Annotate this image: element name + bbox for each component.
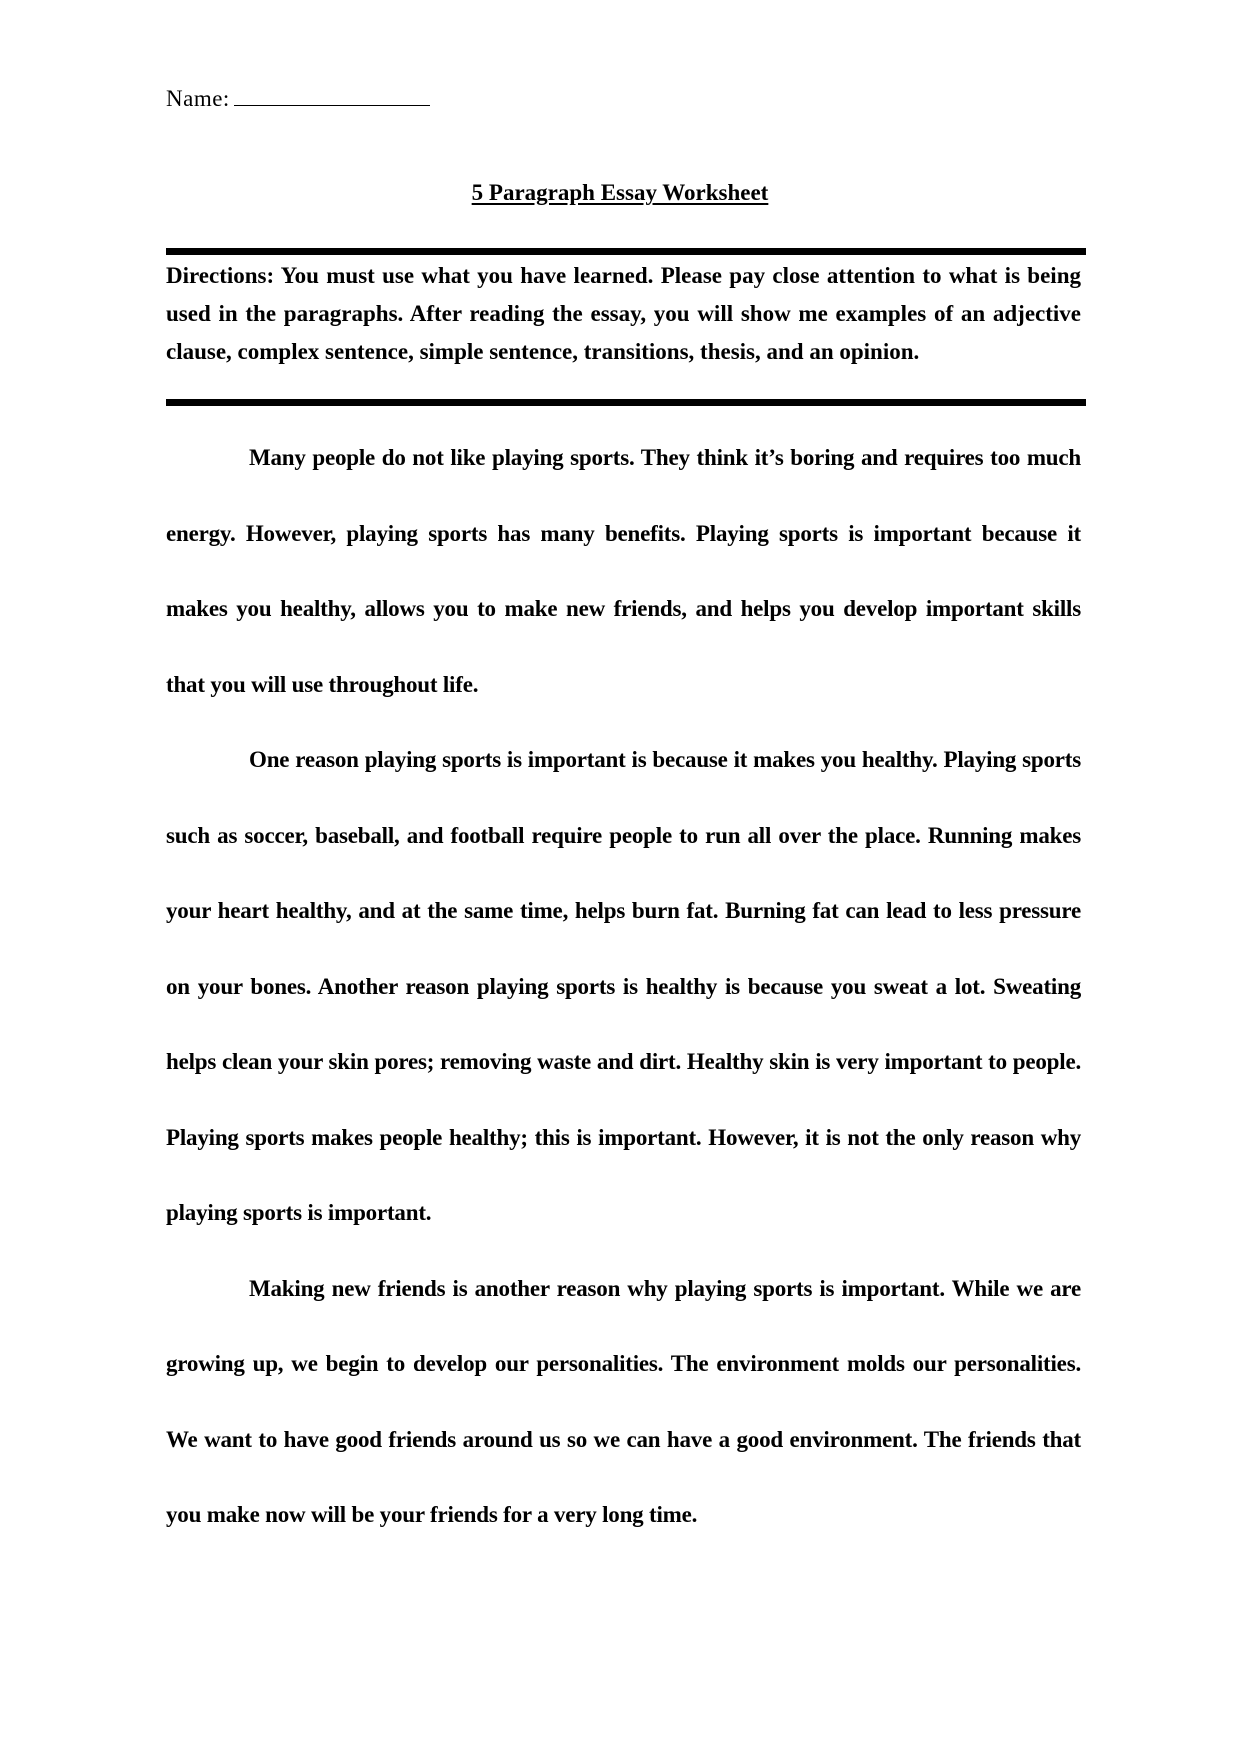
name-label: Name: [166, 86, 230, 111]
essay-paragraph-3: Making new friends is another reason why playing sports is important. While we are growing up, we begin to develop our personalities. The environment molds our personalities. We want to have good friends around us so we can have a good environment. The friends that you make now will be your friends for a very long time. [166, 1275, 1081, 1527]
name-field [166, 86, 430, 112]
essay-paragraph-1: Many people do not like playing sports. They think it’s boring and requires too much energy. However, playing sports has many benefits. Playing sports is important because it makes you healthy, allows you to make new friends, and helps you develop important skills that you will use throughout life. [166, 445, 1081, 697]
name-blank-line [234, 87, 430, 106]
directions-text: Directions: You must use what you have learned. Please pay close attention to what is being used in the paragraphs. After reading the essay, you will show me examples of an adjective clause, complex sentence, simple sentence, transitions, thesis, and an opinion. [166, 263, 1081, 364]
directions-bottom-rule [166, 399, 1086, 406]
page-title: 5 Paragraph Essay Worksheet [471, 180, 769, 205]
essay-paragraph-2: One reason playing sports is important is because it makes you healthy. Playing sports such as soccer, baseball, and football require people to run all over the place. Running makes your heart healthy, and at the same time, helps burn fat. Burning fat can lead to less pressure on your bones. Another reason playing sports is healthy is because you sweat a lot. Sweating helps clean your skin pores; removing waste and dirt. Healthy skin is very important to people. Playing sports makes people healthy; this is important. However, it is not the only reason why playing sports is important. [166, 747, 1081, 1225]
directions-top-rule [166, 248, 1086, 255]
essay-body [166, 420, 1081, 1553]
